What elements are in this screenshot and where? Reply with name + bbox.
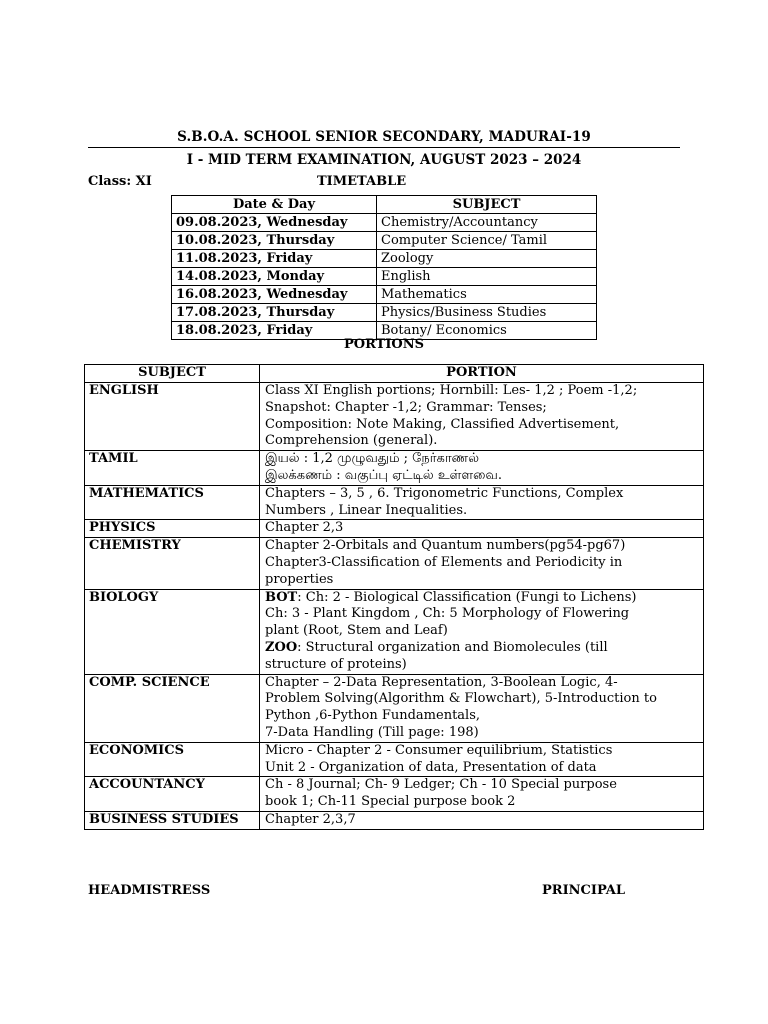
portion-row <box>85 485 704 520</box>
portion-line: Class XI English portions; Hornbill: Les- 1,2 ; Poem -1,2; <box>265 383 638 398</box>
portion-detail <box>260 520 704 538</box>
portion-subject: ENGLISH <box>85 383 260 451</box>
portion-subject: TAMIL <box>85 451 260 486</box>
portion-row <box>85 674 704 742</box>
timetable-row <box>172 232 597 250</box>
portion-subject: ECONOMICS <box>85 742 260 777</box>
exam-subject: Zoology <box>377 250 597 268</box>
portion-detail <box>260 811 704 829</box>
exam-subject: Botany/ Economics <box>377 322 597 340</box>
school-name: S.B.O.A. SCHOOL SENIOR SECONDARY, MADURAI-19 <box>177 129 591 145</box>
exam-subject: Mathematics <box>377 286 597 304</box>
portion-row <box>85 811 704 829</box>
timetable-table <box>171 195 597 340</box>
portion-line: Problem Solving(Algorithm & Flowchart), 5-Introduction to <box>265 691 657 707</box>
exam-subject: English <box>377 268 597 286</box>
portions-body <box>85 383 704 830</box>
portion-row <box>85 589 704 674</box>
portion-row <box>85 520 704 538</box>
timetable-row <box>172 250 597 268</box>
portion-line: Chapter3-Classification of Elements and Periodicity in <box>265 554 623 570</box>
header-divider <box>88 147 680 148</box>
portion-subject: CHEMISTRY <box>85 538 260 589</box>
portion-line: Chapter 2-Orbitals and Quantum numbers(pg54-pg67) <box>265 538 626 554</box>
timetable-row <box>172 268 597 286</box>
portion-line: BOT: Ch: 2 - Biological Classification (Fungi to Lichens) <box>265 589 637 605</box>
timetable-label: TIMETABLE <box>317 174 407 189</box>
portion-line: 7-Data Handling (Till page: 198) <box>265 724 479 740</box>
portion-line: Snapshot: Chapter -1,2; Grammar: Tenses; <box>265 399 547 415</box>
portion-line: plant (Root, Stem and Leaf) <box>265 623 448 639</box>
portion-line: properties <box>265 571 334 587</box>
timetable-body <box>172 214 597 340</box>
exam-subject: Chemistry/Accountancy <box>377 214 597 232</box>
timetable-header-row <box>172 196 597 214</box>
timetable-row <box>172 214 597 232</box>
portion-line: இலக்கணம் : வகுப்பு ஏட்டில் உள்ளவை. <box>265 467 502 483</box>
portion-row <box>85 777 704 812</box>
portion-detail <box>260 485 704 520</box>
portion-subject: PHYSICS <box>85 520 260 538</box>
portion-line: Chapter 2,3,7 <box>265 811 356 827</box>
exam-subject: Computer Science/ Tamil <box>377 232 597 250</box>
exam-title: I - MID TERM EXAMINATION, AUGUST 2023 – 2024 <box>186 152 582 168</box>
portion-detail <box>260 538 704 589</box>
column-header-subject: SUBJECT <box>377 196 597 214</box>
exam-date: 16.08.2023, Wednesday <box>172 286 377 304</box>
portion-line: Micro - Chapter 2 - Consumer equilibrium, Statistics <box>265 742 613 758</box>
headmistress-signature-label: HEADMISTRESS <box>88 883 211 898</box>
portion-line: Python ,6-Python Fundamentals, <box>265 708 481 724</box>
portion-line: book 1; Ch-11 Special purpose book 2 <box>265 794 516 810</box>
portion-line: Unit 2 - Organization of data, Presentation of data <box>265 759 597 775</box>
timetable-row <box>172 286 597 304</box>
portion-line: Ch: 3 - Plant Kingdom , Ch: 5 Morphology of Flowering <box>265 606 630 622</box>
column-header-subject: SUBJECT <box>85 365 260 383</box>
portion-row <box>85 451 704 486</box>
portion-row <box>85 383 704 451</box>
portion-line: Comprehension (general). <box>265 433 438 449</box>
exam-date: 14.08.2023, Monday <box>172 268 377 286</box>
exam-subject: Physics/Business Studies <box>377 304 597 322</box>
portions-table <box>84 364 704 830</box>
portion-line: Composition: Note Making, Classified Advertisement, <box>265 416 620 432</box>
portion-line: Chapter 2,3 <box>265 520 344 536</box>
portion-subject: ACCOUNTANCY <box>85 777 260 812</box>
portion-line: structure of proteins) <box>265 656 407 672</box>
portion-subject: MATHEMATICS <box>85 485 260 520</box>
portions-header-row <box>85 365 704 383</box>
exam-date: 17.08.2023, Thursday <box>172 304 377 322</box>
portion-subject: BIOLOGY <box>85 589 260 674</box>
portion-detail <box>260 742 704 777</box>
portions-label: PORTIONS <box>343 337 425 352</box>
portion-subject: BUSINESS STUDIES <box>85 811 260 829</box>
portion-detail <box>260 451 704 486</box>
class-label: Class: XI <box>88 174 152 189</box>
portion-line: Ch - 8 Journal; Ch- 9 Ledger; Ch - 10 Special purpose <box>265 777 617 793</box>
portion-detail <box>260 777 704 812</box>
portion-line: Numbers , Linear Inequalities. <box>265 502 468 518</box>
portion-line: இயல் : 1,2 முழுவதும் ; நேர்காணல் <box>265 451 479 467</box>
portion-prefix: BOT <box>265 589 298 605</box>
portion-line: Chapters – 3, 5 , 6. Trigonometric Functions, Complex <box>265 485 624 501</box>
exam-date: 10.08.2023, Thursday <box>172 232 377 250</box>
portion-subject: COMP. SCIENCE <box>85 674 260 742</box>
column-header-date: Date & Day <box>172 196 377 214</box>
portion-line: Chapter – 2-Data Representation, 3-Boolean Logic, 4- <box>265 674 618 690</box>
column-header-portion: PORTION <box>260 365 704 383</box>
portion-row <box>85 742 704 777</box>
portion-detail <box>260 674 704 742</box>
portion-detail <box>260 589 704 674</box>
timetable-row <box>172 304 597 322</box>
exam-date: 11.08.2023, Friday <box>172 250 377 268</box>
portion-detail <box>260 383 704 451</box>
portion-prefix: ZOO <box>265 639 298 655</box>
exam-date: 18.08.2023, Friday <box>172 322 377 340</box>
portion-line: ZOO: Structural organization and Biomolecules (till <box>265 639 608 655</box>
exam-date: 09.08.2023, Wednesday <box>172 214 377 232</box>
principal-signature-label: PRINCIPAL <box>542 883 626 898</box>
portion-row <box>85 538 704 589</box>
